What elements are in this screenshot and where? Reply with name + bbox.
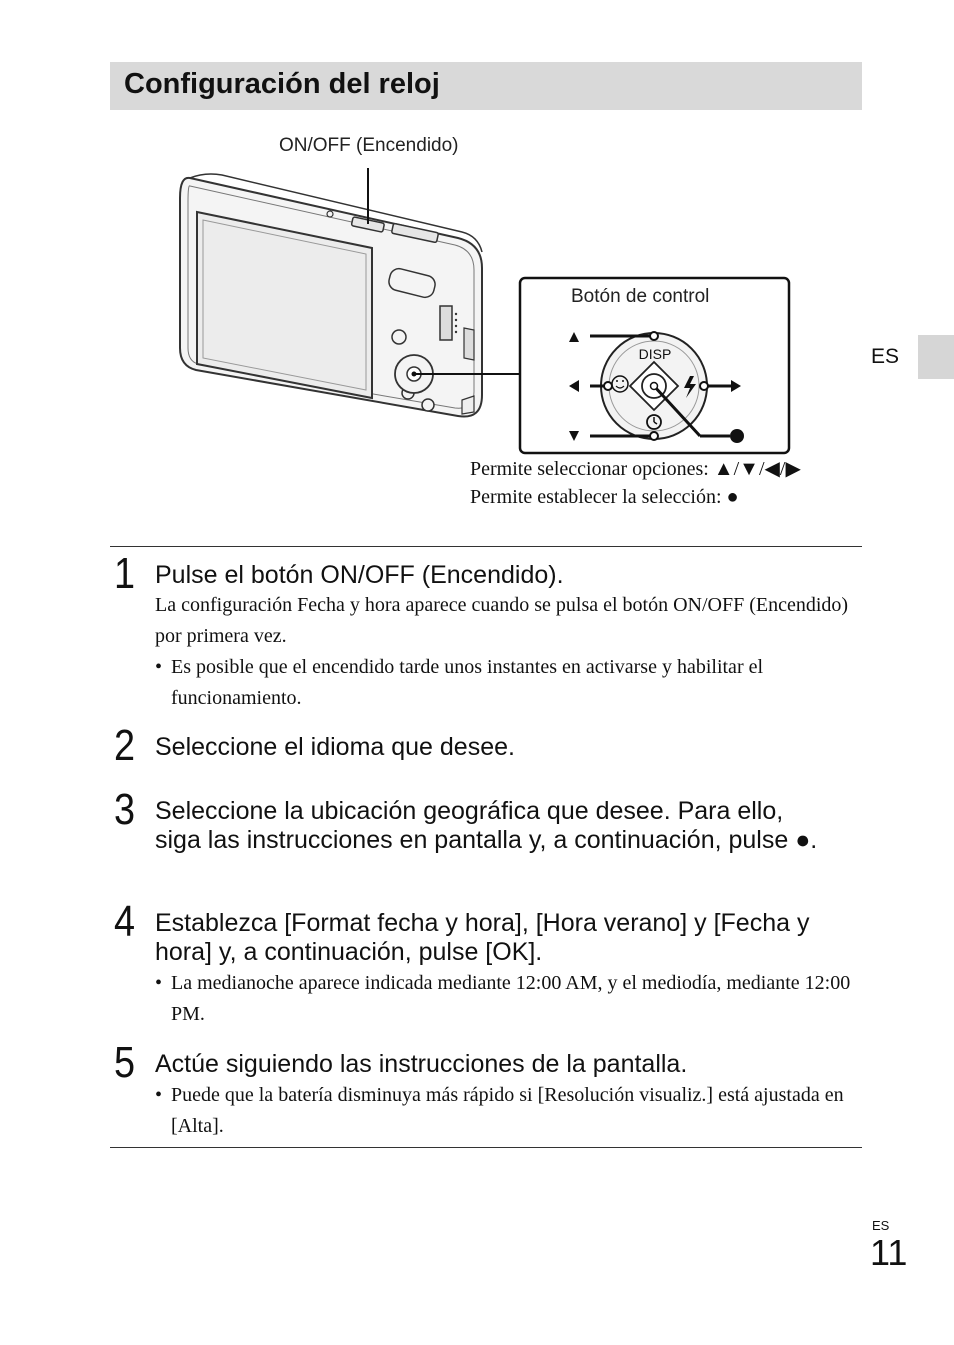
bullet-mark: • [155, 972, 163, 994]
step-heading: Seleccione el idioma que desee. [155, 733, 515, 761]
legend-select: Permite seleccionar opciones: ▲/▼/◀/▶ [470, 458, 801, 480]
step-bullet [155, 1080, 860, 1142]
steps-bottom-rule [110, 1147, 862, 1148]
bullet-mark: • [155, 1084, 163, 1106]
step-heading: Seleccione la ubicación geográfica que desee. Para ello, siga las instrucciones en pantalla y, a continuación, pulse ●. [155, 797, 818, 854]
page-title: Configuración del reloj [124, 68, 440, 100]
step-number: 2 [114, 721, 136, 770]
steps-top-rule [110, 546, 862, 547]
step-bullet [155, 968, 860, 1030]
control-button-label: Botón de control [571, 286, 710, 307]
bullet-mark: • [155, 656, 163, 678]
disp-label: DISP [638, 346, 672, 362]
power-button-label: ON/OFF (Encendido) [279, 135, 459, 156]
step-heading: Pulse el botón ON/OFF (Encendido). [155, 561, 564, 589]
bullet-text: La medianoche aparece indicada mediante 12:00 AM, y el mediodía, mediante 12:00 PM. [171, 972, 851, 1025]
center-button-icon [730, 429, 744, 443]
step-bullet [155, 652, 860, 714]
camera-illustration [180, 174, 482, 417]
footer-language: ES [872, 1218, 890, 1233]
step-heading: Establezca [Format fecha y hora], [Hora verano] y [Fecha y hora] y, a continuación, pulse [OK]. [155, 909, 810, 966]
legend-confirm: Permite establecer la selección: ● [470, 486, 739, 508]
step-number: 1 [114, 549, 136, 598]
step-body: La configuración Fecha y hora aparece cuando se pulsa el botón ON/OFF (Encendido) por primera vez. [155, 594, 849, 647]
page-number: 11 [870, 1232, 908, 1273]
bullet-text: Puede que la batería disminuya más rápido si [Resolución visualiz.] está ajustada en [Alta]. [171, 1084, 844, 1137]
step-heading: Actúe siguiendo las instrucciones de la pantalla. [155, 1050, 688, 1078]
step-number: 5 [114, 1038, 136, 1087]
language-tab-label: ES [871, 345, 900, 368]
step-number: 3 [114, 785, 136, 834]
bullet-text: Es posible que el encendido tarde unos instantes en activarse y habilitar el funcionamiento. [171, 656, 764, 709]
step-number: 4 [114, 897, 136, 946]
